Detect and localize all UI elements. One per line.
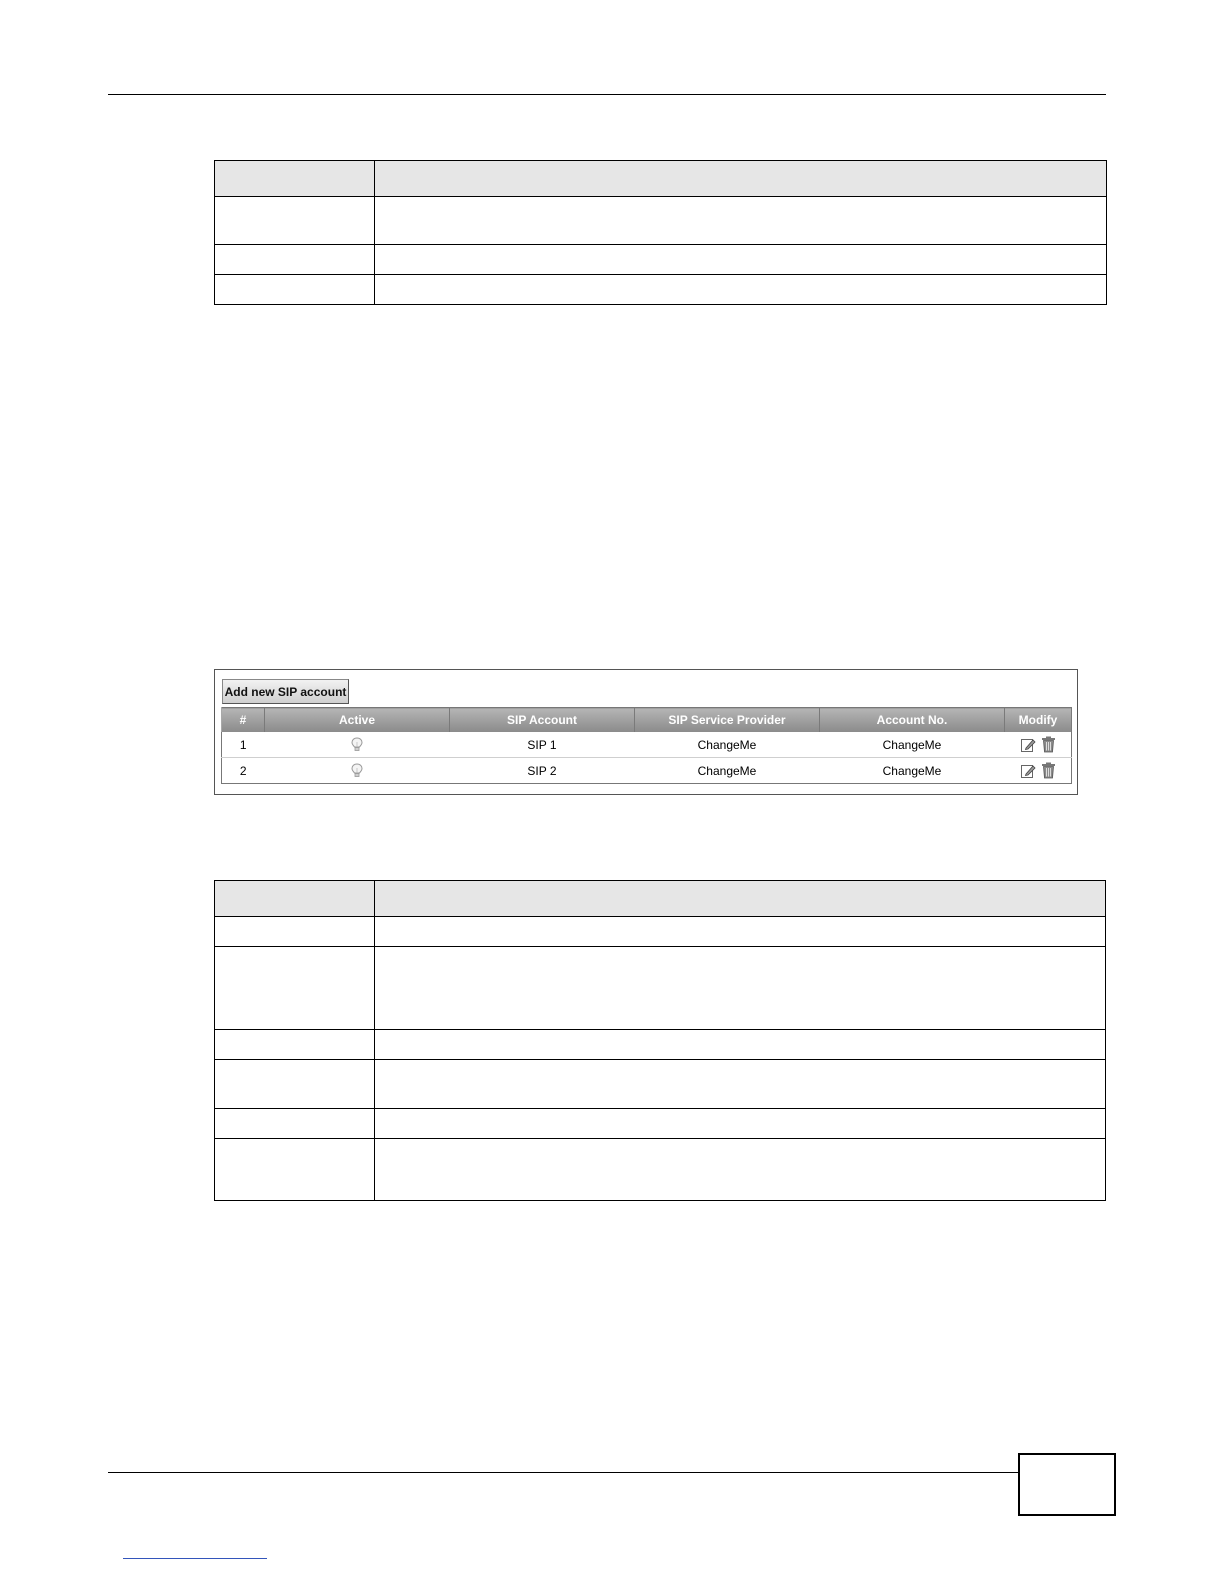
column-header-index: #: [222, 708, 265, 733]
description-cell: [375, 275, 1107, 305]
table-row: [215, 1109, 1106, 1139]
sip-account-cell: SIP 2: [527, 763, 557, 778]
table-row: [215, 917, 1106, 947]
description-cell: [375, 1139, 1106, 1201]
description-cell: [375, 1060, 1106, 1109]
active-cell: [265, 758, 450, 784]
active-cell: [265, 732, 450, 758]
header-cell-label: [215, 881, 375, 917]
label-cell: [215, 917, 375, 947]
top-description-table: [214, 160, 1107, 305]
header-cell-description: [375, 881, 1106, 917]
header-rule: [108, 94, 1106, 95]
row-index: 2: [239, 763, 247, 778]
modify-cell: [1005, 758, 1072, 784]
header-cell-description: [375, 161, 1107, 197]
table-row: [222, 758, 1072, 784]
table-row: [215, 947, 1106, 1030]
header-cell-label: [215, 161, 375, 197]
add-new-sip-account-button[interactable]: Add new SIP account: [222, 679, 349, 704]
label-cell: [215, 1030, 375, 1060]
table-row: [215, 245, 1107, 275]
table-row: [215, 197, 1107, 245]
bulb-off-icon: [351, 737, 363, 753]
delete-icon[interactable]: [1041, 762, 1056, 779]
label-cell: [215, 1060, 375, 1109]
table-row: [215, 1139, 1106, 1201]
row-index: 1: [222, 732, 265, 758]
account-no-cell: ChangeMe: [820, 732, 1005, 758]
table-row: [215, 1030, 1106, 1060]
footer-rule: [108, 1472, 1018, 1473]
label-cell: [215, 947, 375, 1030]
bulb-off-icon: [351, 763, 363, 779]
description-cell: [375, 1030, 1106, 1060]
footer-link-underline[interactable]: [123, 1558, 267, 1559]
description-cell: [375, 1109, 1106, 1139]
provider-cell: ChangeMe: [697, 763, 757, 778]
sip-account-table: [221, 707, 1072, 784]
delete-icon[interactable]: [1041, 736, 1056, 753]
provider-cell: ChangeMe: [635, 732, 820, 758]
table-row: [222, 732, 1072, 758]
column-header-modify: Modify: [1005, 708, 1072, 733]
column-header-account-no: Account No.: [820, 708, 1005, 733]
label-cell: [215, 1109, 375, 1139]
account-no-cell: ChangeMe: [882, 763, 942, 778]
description-cell: [375, 947, 1106, 1030]
label-cell: [215, 1139, 375, 1201]
description-cell: [375, 245, 1107, 275]
bottom-description-table: [214, 880, 1106, 1201]
modify-cell: [1005, 732, 1072, 758]
edit-icon[interactable]: [1020, 737, 1036, 753]
column-header-active: Active: [265, 708, 450, 733]
column-header-sip-account: SIP Account: [450, 708, 635, 733]
description-cell: [375, 917, 1106, 947]
label-cell: [215, 197, 375, 245]
table-row: [215, 1060, 1106, 1109]
sip-account-panel: [214, 669, 1078, 795]
edit-icon[interactable]: [1020, 763, 1036, 779]
description-cell: [375, 197, 1107, 245]
sip-account-cell: SIP 1: [450, 732, 635, 758]
column-header-sip-service-provider: SIP Service Provider: [635, 708, 820, 733]
table-row: [215, 275, 1107, 305]
page-number-box: [1018, 1453, 1116, 1516]
table-header-row: [215, 881, 1106, 917]
table-header-row: [215, 161, 1107, 197]
sip-table-header-row: [222, 708, 1072, 733]
label-cell: [215, 245, 375, 275]
label-cell: [215, 275, 375, 305]
